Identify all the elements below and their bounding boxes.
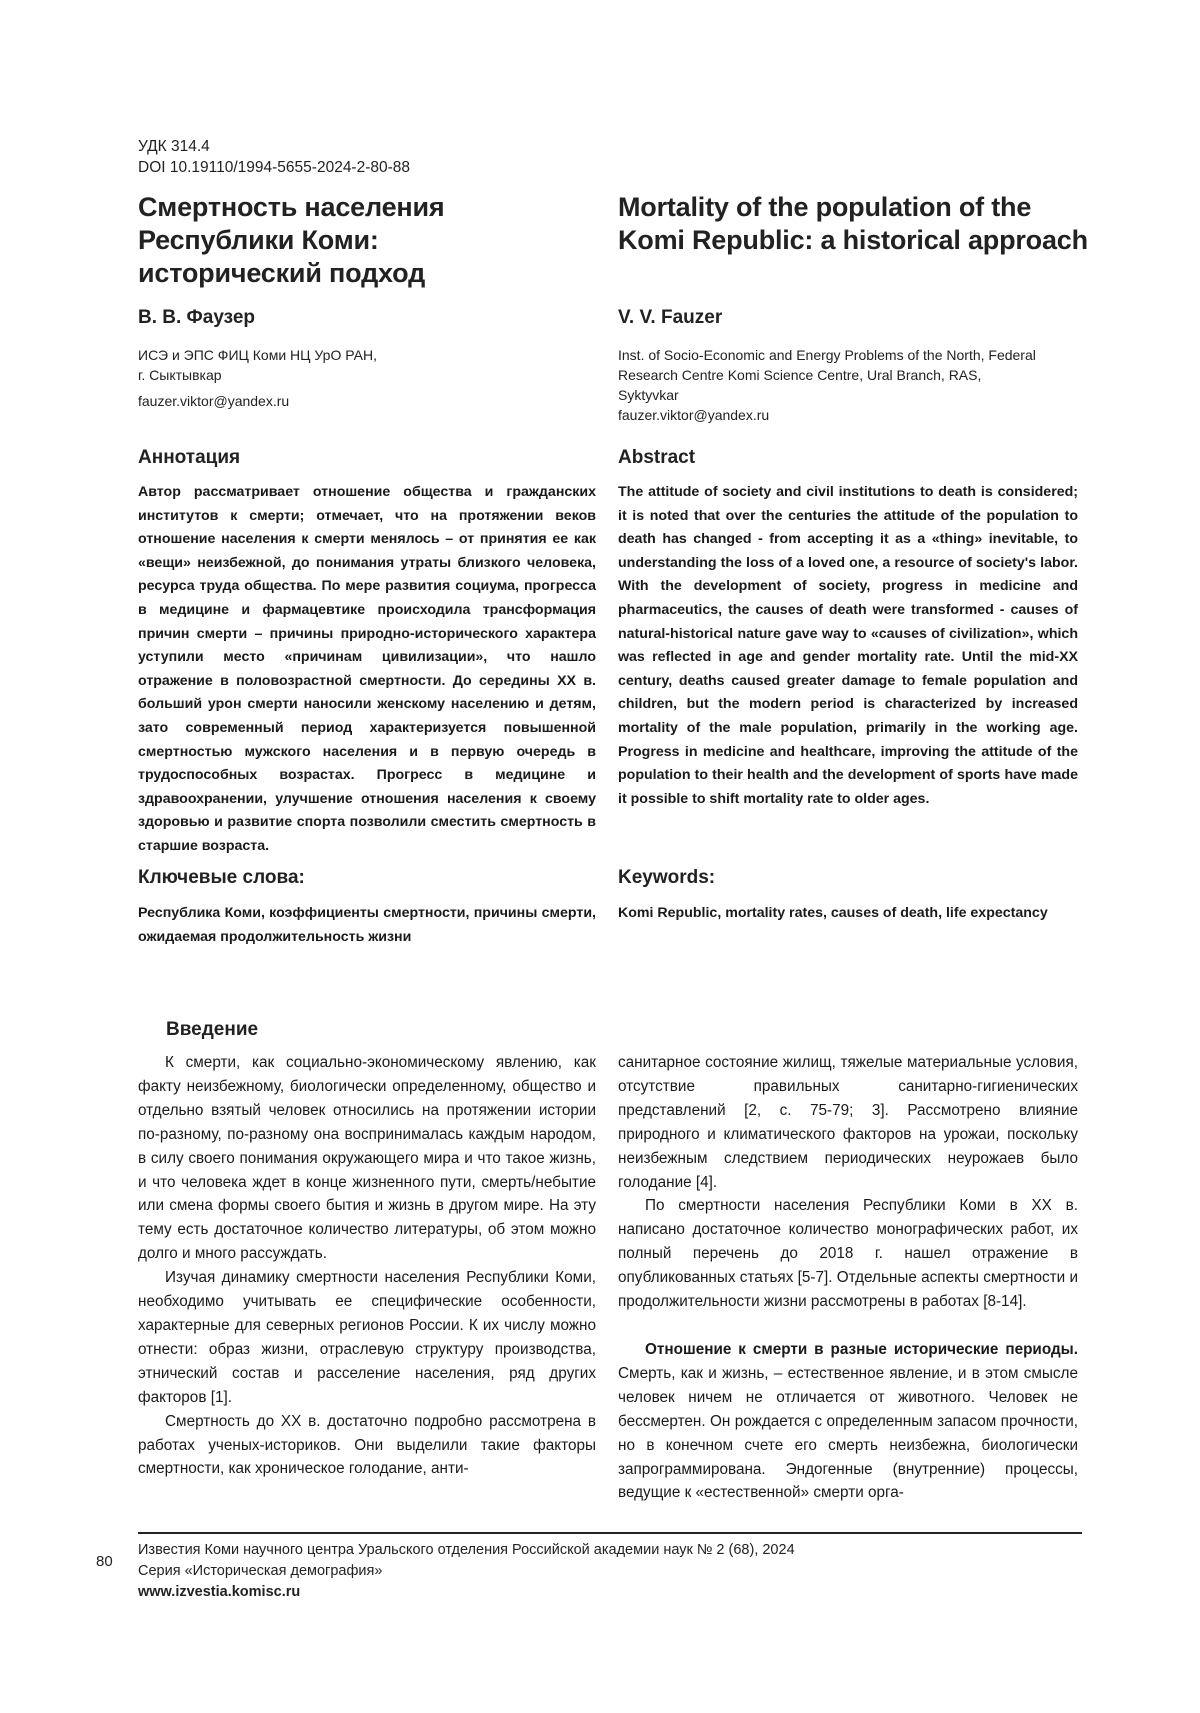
footer-journal: Известия Коми научного центра Уральского отделения Российской академии наук № 2 (68), 2024 (138, 1542, 795, 1558)
intro-paragraph: Изучая динамику смертности населения Республики Коми, необходимо учитывать ее специфические особенности, характерные для северных регионов России. К их числу можно отнести: образ жизни, отраслевую структуру производства, этнический состав и расселение населения, ряд других факторов [1]. (138, 1269, 596, 1406)
en-email: fauzer.viktor@yandex.ru (618, 407, 770, 423)
intro-right-column (618, 1051, 1078, 1505)
ru-affiliation (138, 345, 598, 411)
en-title-line: Mortality of the population of the (618, 192, 1032, 222)
doi: DOI 10.19110/1994-5655-2024-2-80-88 (138, 159, 411, 176)
intro-paragraph-continuation: санитарное состояние жилищ, тяжелые материальные условия, отсутствие правильных санитарно-гигиенических представлений [2, с. 75-79; 3]. Рассмотрено влияние природного и климатического факторов на урожаи, поскольку неизбежным следствием периодических неурожаев было голодание [4]. (618, 1054, 1078, 1191)
run-in-heading: Отношение к смерти в разные исторические периоды. (645, 1340, 1078, 1358)
ru-keywords-text: Республика Коми, коэффициенты смертности, причины смерти, ожидаемая продолжительность жизни (138, 905, 596, 945)
en-affiliation-line: Syktyvkar (618, 387, 679, 403)
en-abstract-text: The attitude of society and civil institutions to death is considered; it is noted that over the centuries the attitude of the population to death has changed - from accepting it as a «thing» inevitable, to understanding the loss of a loved one, a resource of society's labor. With the development of society, progress in medicine and pharmaceutics, the causes of death were transformed - causes of natural-historical nature gave way to «causes of civilization», which was reflected in age and gender mortality rate. Until the mid-XX century, deaths caused greater damage to female population and children, but the modern period is characterized by increased mortality of the male population, primarily in the working age. Progress in medicine and healthcare, improving the attitude of the population to their health and the development of sports have made it possible to shift mortality rate to older ages. (618, 484, 1078, 807)
ru-abstract-text: Автор рассматривает отношение общества и гражданских институтов к смерти; отмечает, что на протяжении веков отношение населения к смерти менялось – от принятия ее как «вещи» неизбежной, до понимания утраты близкого человека, ресурса труда общества. По мере развития социума, прогресса в медицине и фармацевтике происходила трансформация причин смерти – причины природно-исторического характера уступили место «причинам цивилизации», что нашло отражение в половозрастной смертности. До середины ХХ в. больший урон смерти наносили женскому населению и детям, зато современный период характеризуется повышенной смертностью мужского населения и в первую очередь в трудоспособных возрастах. Прогресс в медицине и здравоохранении, улучшение отношения населения к своему здоровью и развитие спорта позволили сместить смертность в старшие возраста. (138, 484, 596, 854)
en-affiliation-line: Inst. of Socio-Economic and Energy Problems of the North, Federal (618, 347, 1036, 363)
en-keywords-heading: Keywords: (618, 867, 716, 888)
en-keywords-text: Komi Republic, mortality rates, causes of death, life expectancy (618, 905, 1048, 921)
ru-title-line: Республики Коми: (138, 225, 379, 255)
udc-code: УДК 314.4 (138, 138, 210, 155)
footer-rule (138, 1532, 1082, 1534)
intro-heading: Введение (166, 1019, 259, 1040)
en-affiliation-line: Research Centre Komi Science Centre, Ural Branch, RAS, (618, 367, 982, 383)
ru-title-line: Смертность населения (138, 192, 445, 222)
footer-series: Серия «Историческая демография» (138, 1563, 383, 1579)
ru-keywords-heading: Ключевые слова: (138, 867, 305, 888)
ru-abstract-heading: Аннотация (138, 447, 241, 468)
ru-title-line: исторический подход (138, 258, 426, 288)
en-author: V. V. Fauzer (618, 307, 723, 328)
intro-paragraph: По смертности населения Республики Коми в ХХ в. написано достаточное количество монографических работ, их полный перечень до 2018 г. нашел отражение в опубликованных статьях [5-7]. Отдельные аспекты смертности и продолжительности жизни рассмотрены в работах [8-14]. (618, 1197, 1078, 1311)
ru-author: В. В. Фаузер (138, 307, 256, 328)
section-paragraph-text: Смерть, как и жизнь, – естественное явление, и в этом смысле человек ничем не отличается от животного. Человек не бессмертен. Он рождается с определенным запасом прочности, но в конечном счете его смерть неизбежна, биологически запрограммирована. Эндогенные (внутренние) процессы, ведущие к «естественной» смерти орга- (618, 1364, 1078, 1502)
ru-email: fauzer.viktor@yandex.ru (138, 393, 290, 409)
page-number: 80 (96, 1553, 113, 1570)
section-paragraph (618, 1338, 1078, 1505)
en-title-line: Komi Republic: a historical approach (618, 225, 1088, 255)
intro-left-column (138, 1051, 596, 1481)
intro-paragraph: Смертность до ХХ в. достаточно подробно рассмотрена в работах ученых-историков. Они выделили такие факторы смертности, как хроническое голодание, анти- (138, 1412, 596, 1478)
ru-title (138, 191, 618, 290)
ru-affiliation-line: ИСЭ и ЭПС ФИЦ Коми НЦ УрО РАН, (138, 347, 377, 363)
en-affiliation (618, 345, 1098, 425)
en-abstract-heading: Abstract (618, 447, 696, 468)
intro-paragraph: К смерти, как социально-экономическому явлению, как факту неизбежному, биологически определенному, общество и отдельно взятый человек относились на протяжении истории по-разному, по-разному она воспринималась каждым народом, в силу своего понимания окружающего мира и что такое жизнь, и что человека ждет в конце жизненного пути, смерть/небытие или смена формы своего бытия и жизнь в другом мире. На эту тему есть достаточное количество литературы, об этом можно долго и много рассуждать. (138, 1054, 596, 1263)
en-title (618, 191, 1098, 257)
ru-affiliation-line: г. Сыктывкар (138, 367, 222, 383)
footer-url[interactable]: www.izvestia.komisc.ru (138, 1584, 301, 1600)
